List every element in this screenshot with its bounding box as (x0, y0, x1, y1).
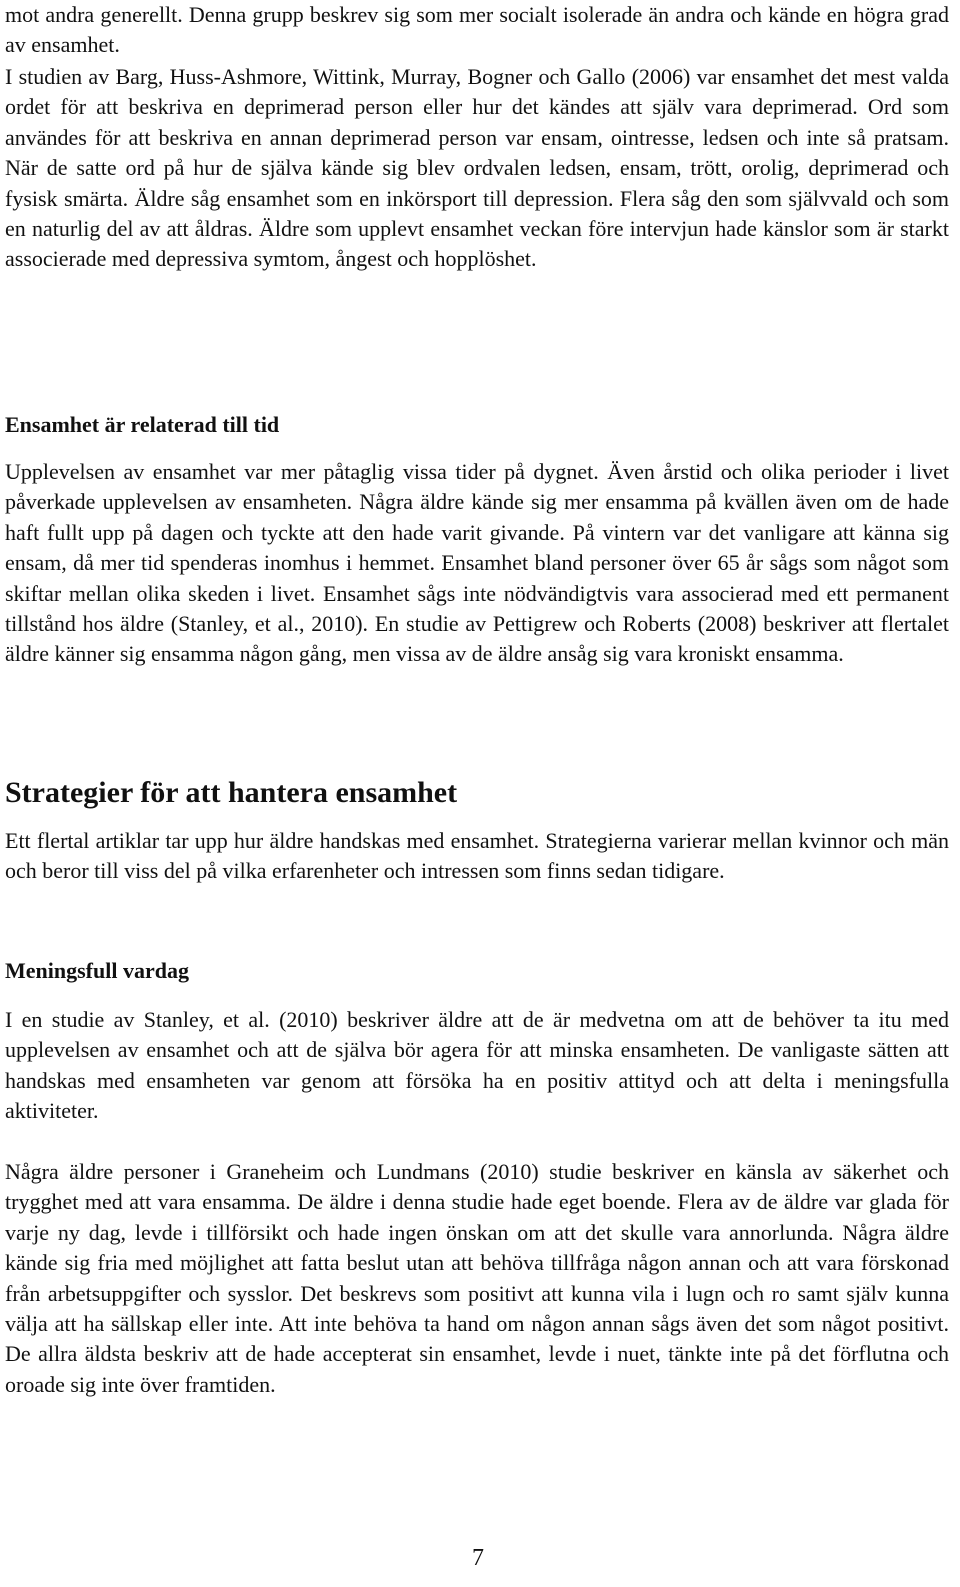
paragraph-stanley-study: I en studie av Stanley, et al. (2010) beskriver äldre att de är medvetna om att de behöver ta itu med upplevelsen av ensamhet och att de själva bör agera för att minska ensamheten. De vanligaste sätten att handskas med ensamheten var genom att försöka ha en positiv attityd och att delta i meningsfulla aktiviteter. (5, 1007, 949, 1124)
heading-strategies: Strategier för att hantera ensamhet (5, 776, 458, 809)
paragraph-continued: mot andra generellt. Denna grupp beskrev sig som mer socialt isolerade än andra och kände en högra grad av ensamhet. (5, 2, 949, 58)
page-number (0, 1543, 960, 1573)
paragraph-time: Upplevelsen av ensamhet var mer påtaglig vissa tider på dygnet. Även årstid och olika perioder i livet påverkade upplevelsen av ensamheten. Några äldre kände sig mer ensamma på kvällen även om de hade haft fullt upp på dagen och tyckte att den hade varit givande. På vintern var det vanligare att känna sig ensam, då mer tid spenderas inomhus i hemmet. Ensamhet bland personer över 65 år sågs som något som skiftar mellan olika skeden i livet. Ensamhet sågs inte nödvändigtvis vara associerad med ett permanent tillstånd hos äldre (Stanley, et al., 2010). En studie av Pettigrew och Roberts (2008) beskriver att flertalet äldre känner sig ensamma någon gång, men vissa av de äldre ansåg sig vara kroniskt ensamma. (5, 459, 949, 667)
paragraph-graneheim-study: Några äldre personer i Graneheim och Lundmans (2010) studie beskriver en känsla av säkerhet och trygghet med att vara ensamma. De äldre i denna studie hade eget boende. Flera av de äldre var glada för varje ny dag, levde i tillförsikt och hade ingen önskan om att det skulle vara annorlunda. Några äldre kände sig fria med möjlighet att fatta beslut utan att behöva tillfråga någon annan och att vara förskonad från arbetsuppgifter och sysslor. Det beskrevs som positivt att kunna vila i lugn och ro samt själv kunna välja att ha sällskap eller inte. Att inte behöva ta hand om någon annan sågs även det som något positivt. De allra äldsta beskriv att de hade accepterat sin ensamhet, levde i nuet, tänkte inte på det förflutna och oroade sig inte över framtiden. (5, 1159, 949, 1397)
heading-time-related: Ensamhet är relaterad till tid (5, 412, 280, 437)
heading-meaningful-everyday: Meningsfull vardag (5, 958, 189, 983)
paragraph-barg-study: I studien av Barg, Huss-Ashmore, Wittink, Murray, Bogner och Gallo (2006) var ensamhet det mest valda ordet för att beskriva en deprimerad person eller hur det kändes att själv vara deprimerad. Ord som användes för att beskriva en annan deprimerad person var ensam, ointresse, ledsen och inte så pratsam. När de satte ord på hur de själva kände sig blev ordvalen ledsen, ensam, trött, orolig, deprimerad och fysisk smärta. Äldre såg ensamhet som en inkörsport till depression. Flera såg den som självvald och som en naturlig del av att åldras. Äldre som upplevt ensamhet veckan före intervjun hade känslor som är starkt associerade med depressiva symtom, ångest och hopplöshet. (5, 64, 949, 272)
paragraph-strategies: Ett flertal artiklar tar upp hur äldre handskas med ensamhet. Strategierna varierar mellan kvinnor och män och beror till viss del på vilka erfarenheter och intressen som finns sedan tidigare. (5, 828, 949, 884)
page-number-text: 7 (472, 1545, 484, 1571)
